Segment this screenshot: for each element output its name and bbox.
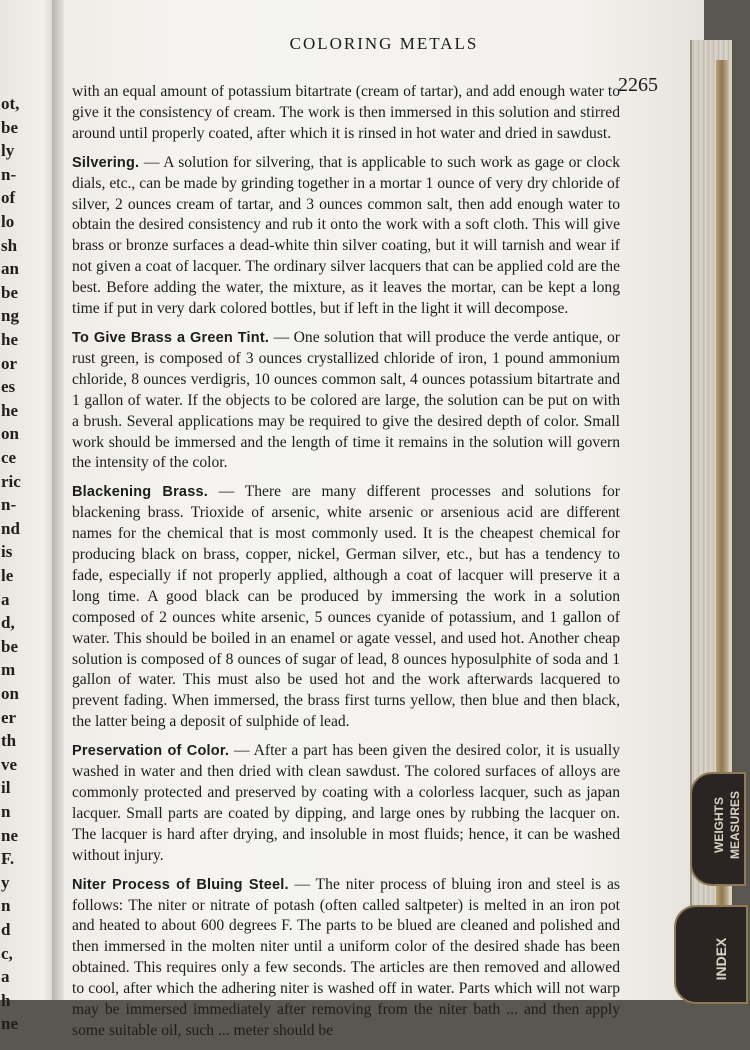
left-page-fragment: of [1, 188, 16, 208]
page-number: 2265 [618, 74, 658, 96]
left-page-fragment: a [1, 589, 10, 609]
left-page-fragment: c, [1, 943, 13, 963]
left-page-fragment: es [1, 377, 16, 397]
left-page-fragment: m [1, 660, 16, 680]
tab-label: WEIGHTS [712, 797, 726, 853]
section-heading: Silvering. [72, 154, 140, 171]
left-page-fragment: n [1, 896, 11, 916]
left-page-fragment: h [1, 990, 11, 1010]
left-page-fragment: ng [1, 306, 19, 326]
thumb-tab-index[interactable] [674, 905, 748, 1004]
left-page-fragment: on [1, 684, 19, 703]
left-page-fragment: be [1, 636, 18, 656]
section-heading: To Give Brass a Green Tint. [72, 329, 270, 346]
left-page-fragment: or [1, 353, 18, 373]
section-heading: Niter Process of Bluing Steel. [72, 876, 289, 893]
section-text: — After a part has been given the desired color, it is usually washed in water and then dried with clean sawdust. The colored surfaces of alloys are commonly protected and preserved by coating with a colorless lacquer, such as japan lacquer. Small parts are coated by dipping, and large ones by rubbing the lacquer on. The lacquer is hard after drying, and insoluble in most fluids; hence, it can be washed without injury. [72, 742, 620, 864]
left-page-fragment: ve [1, 754, 18, 774]
left-page-fragment: F. [1, 849, 15, 869]
left-page-fragment: he [1, 400, 18, 420]
left-page-fragment: is [1, 542, 13, 562]
left-page-fragment: th [1, 731, 17, 751]
left-page-fragment: a [1, 967, 10, 987]
section-text: — One solution that will produce the verde antique, or rust green, is composed of 3 ounces crystallized chloride of iron, 1 pound ammonium chloride, 8 ounces verdigris, 10 ounces common salt, 4 ounces potassium bitartrate and 1 gallon of water. If the objects to be colored are large, the solution can be put on with a brush. Several applications may be required to give the desired depth of color. Small work should be immersed and the length of time it remains in the solution will govern the intensity of the color. [72, 328, 620, 472]
section-heading: Preservation of Color. [72, 743, 230, 760]
left-page-fragment: be [1, 282, 18, 302]
section-green-tint [72, 328, 620, 474]
section-blackening-brass [72, 482, 620, 733]
left-page-fragment: ne [1, 825, 18, 845]
tab-label: MEASURES [728, 791, 742, 860]
tab-label: INDEX [713, 937, 729, 981]
left-page-fragment: n [1, 802, 11, 821]
section-preservation-of-color [72, 741, 620, 866]
left-page-fragment: le [1, 566, 14, 585]
left-page-fragment: nd [1, 518, 20, 538]
left-page-fragment: an [1, 259, 19, 279]
left-page-fragment: il [1, 778, 11, 798]
left-page-fragment: d, [1, 613, 15, 633]
intro-paragraph: with an equal amount of potassium bitartrate (cream of tartar), and add enough water to give it the consistency of cream. The work is then immersed in this solution and stirred around until properly coated, after which it is rinsed in hot water and dried in sawdust. [72, 83, 620, 142]
running-head: COLORING METALS [289, 34, 479, 53]
book-page [64, 0, 704, 1039]
left-page-fragment: be [1, 117, 18, 137]
page-body [72, 82, 620, 1050]
section-text: — There are many different processes and solutions for blackening brass. Trioxide of arsenic, white arsenic or arsenious acid are different names for the chemical that is most commonly used. It is the cheapest chemical for producing black on brass, copper, nickel, German silver, etc., but has a tendency to fade, especially if not properly applied, although a coat of lacquer will preserve it a long time. A good black can be produced by immersing the work in a solution composed of 2 ounces white arsenic, 5 ounces cyanide of potassium, and 1 gallon of water. This should be boiled in an enamel or agate vessel, and used hot. Another cheap solution is composed of 8 ounces of sugar of lead, 8 ounces hyposulphite of soda and 1 gallon of water. This must also be used hot and the work afterwards lacquered to prevent fading. When immersed, the brass first turns yellow, then blue and then black, the latter being a deposit of sulphide of lead. [72, 483, 621, 731]
left-page-fragment: ric [1, 471, 21, 491]
left-page-fragment: n- [1, 495, 17, 515]
section-silvering [72, 153, 620, 320]
left-page-fragment: d [1, 920, 11, 939]
left-page-fragment: n- [1, 164, 17, 184]
left-page-fragment: er [1, 707, 17, 727]
left-page-fragment: ly [1, 141, 15, 161]
section-niter-process [72, 875, 620, 1042]
section-text: — A solution for silvering, that is applicable to such work as gage or clock dials, etc., can be made by grinding together in a mortar 1 ounce of very dry chloride of silver, 2 ounces cream of tartar, and 3 ounces common salt, then add enough water to obtain the desired consistency and rub it onto the work with a soft cloth. This will give brass or bronze surfaces a dead-white thin silver coating, but it will tarnish and wear if not given a coat of lacquer. The ordinary silver lacquers that can be applied cold are the best. Before adding the water, the mixture, as it leaves the mortar, can be kept a long time if put in very dark colored bottles, but if left in the light it will decompose. [72, 153, 620, 318]
left-page-fragment: ne [1, 1014, 18, 1034]
left-page-fragment: ce [1, 448, 17, 467]
left-page-fragment: y [1, 872, 10, 892]
left-page-fragment: sh [1, 235, 18, 255]
left-page-fragment: he [1, 330, 18, 349]
left-page-fragment: on [1, 424, 19, 444]
left-page-fragment: ot, [1, 94, 20, 113]
section-heading: Blackening Brass. [72, 484, 208, 501]
thumb-tab-weights-measures[interactable] [690, 772, 746, 886]
section-text: — The niter process of bluing iron and steel is as follows: The niter or nitrate of potash (often called saltpeter) is melted in an iron pot and heated to about 600 degrees F. The parts to be blued are cleaned and polished and then immersed in the molten niter until a uniform color of the desired shade has been obtained. This requires only a few seconds. The articles are then removed and allowed to cool, after which the adhering niter is washed off in water. Parts which will not warp may be immersed immediately after removing from the niter bath ... and then apply some suitable oil, such ... meter should be [72, 875, 620, 1039]
left-page-fragment: lo [1, 212, 15, 231]
